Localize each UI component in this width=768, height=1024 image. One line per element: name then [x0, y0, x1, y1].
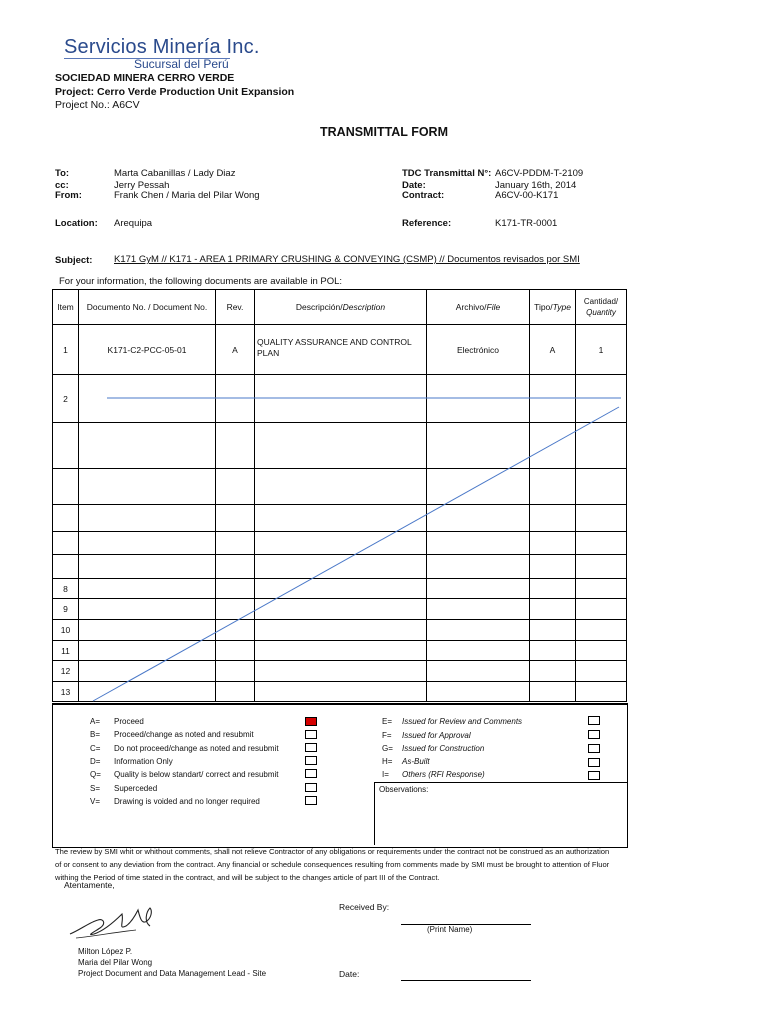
signature-icon: [66, 900, 161, 945]
row-item: 9: [53, 599, 79, 620]
status-checkbox-f[interactable]: [588, 730, 600, 739]
legend-text-a: Proceed: [114, 717, 144, 726]
legend-text-h: As-Built: [402, 757, 430, 766]
row-item: 2: [53, 375, 79, 423]
legend-code-d: D=: [90, 757, 101, 766]
row-item: 10: [53, 620, 79, 641]
header-desc-es: Descripción/: [295, 302, 343, 312]
legend-code-v: V=: [90, 797, 101, 806]
row-item: 12: [53, 661, 79, 682]
print-name-label: (Print Name): [427, 925, 473, 934]
company-logo-name: Servicios Minería Inc.: [64, 36, 260, 58]
legend-code-h: H=: [382, 757, 393, 766]
status-checkbox-c[interactable]: [305, 743, 317, 752]
to-value: Marta Cabanillas / Lady Diaz: [114, 168, 236, 179]
legend-code-i: I=: [382, 770, 389, 779]
status-checkbox-b[interactable]: [305, 730, 317, 739]
received-by-label: Received By:: [339, 902, 390, 912]
header-doc: Documento No. / Document No.: [79, 290, 216, 325]
subject-value: K171 GyM // K171 - AREA 1 PRIMARY CRUSHING & CONVEYING (CSMP) // Documentos revisados por SMI: [114, 254, 580, 265]
legend-text-q: Quality is below standart/ correct and resubmit: [114, 770, 279, 779]
project-number: Project No.: A6CV: [55, 99, 140, 111]
closing-text: Atentamente,: [64, 880, 115, 890]
header-type-en: Type: [552, 302, 571, 312]
date-sign-line: [401, 980, 531, 981]
from-label: From:: [55, 190, 82, 201]
form-title: TRANSMITTAL FORM: [320, 125, 448, 139]
subject-label: Subject:: [55, 255, 93, 266]
status-checkbox-a[interactable]: [305, 717, 317, 726]
status-checkbox-s[interactable]: [305, 783, 317, 792]
row-doc-number: K171-C2-PCC-05-01: [79, 325, 216, 375]
header-qty-en: Quantity: [586, 308, 616, 317]
contract-label: Contract:: [402, 190, 445, 201]
disclaimer-text: The review by SMI whit or whithout comments, shall not relieve Contractor of any obligations or requirements under the contract not be construed as an authorization of or consent to any deviation from the contract. Any financial or schedule consequences resulting from comments made by SMI must be brought to attention of Fluor withing the Period of time stated in the contract, and will be subject to the changes article of part III of the Contract.: [55, 847, 610, 882]
row-item: 1: [53, 325, 79, 375]
location-label: Location:: [55, 218, 98, 229]
status-checkbox-d[interactable]: [305, 756, 317, 765]
row-rev: A: [216, 325, 255, 375]
date-value: January 16th, 2014: [495, 180, 577, 191]
legend-text-v: Drawing is voided and no longer required: [114, 797, 260, 806]
contract-value: A6CV-00-K171: [495, 190, 559, 201]
legend-text-f: Issued for Approval: [402, 731, 471, 740]
reference-value: K171-TR-0001: [495, 218, 558, 229]
status-checkbox-e[interactable]: [588, 716, 600, 725]
location-value: Arequipa: [114, 218, 153, 229]
legend-code-f: F=: [382, 731, 392, 740]
legend-code-e: E=: [382, 717, 393, 726]
cc-label: cc:: [55, 180, 69, 191]
legend-code-s: S=: [90, 784, 101, 793]
legend-text-c: Do not proceed/change as noted and resubmit: [114, 744, 279, 753]
cc-value: Jerry Pessah: [114, 180, 170, 191]
date-label: Date:: [402, 180, 426, 191]
observations-label: Observations:: [379, 785, 429, 794]
status-checkbox-g[interactable]: [588, 744, 600, 753]
header-item: Item: [53, 290, 79, 325]
row-quantity: 1: [576, 325, 627, 375]
legend-code-b: B=: [90, 730, 101, 739]
date-sign-label: Date:: [339, 969, 360, 979]
row-file: Electrónico: [427, 325, 530, 375]
legend-code-a: A=: [90, 717, 101, 726]
legend-text-g: Issued for Construction: [402, 744, 485, 753]
diagonal-strike-line: [93, 407, 619, 701]
intro-text: For your information, the following documents are available in POL:: [59, 276, 343, 287]
signatory-name-2: Maria del Pilar Wong: [78, 958, 153, 967]
header-desc-en: Description: [342, 302, 386, 312]
row-item: 11: [53, 641, 79, 661]
legend-text-i: Others (RFI Response): [402, 770, 485, 779]
status-checkbox-h[interactable]: [588, 758, 600, 767]
row-item: 13: [53, 682, 79, 702]
row-item: 8: [53, 579, 79, 599]
from-value: Frank Chen / Maria del Pilar Wong: [114, 190, 260, 201]
row-type: A: [530, 325, 576, 375]
header-rev: Rev.: [216, 290, 255, 325]
signatory-role: Project Document and Data Management Lead - Site: [78, 969, 267, 978]
company-logo-branch: Sucursal del Perú: [134, 57, 229, 71]
legend-code-q: Q=: [90, 770, 101, 779]
header-file-es: Archivo/: [455, 302, 487, 312]
tdc-label: TDC Transmittal N°:: [402, 168, 492, 179]
legend-text-b: Proceed/change as noted and resubmit: [114, 730, 254, 739]
reference-label: Reference:: [402, 218, 452, 229]
project-name: Project: Cerro Verde Production Unit Expansion: [55, 86, 295, 98]
status-checkbox-v[interactable]: [305, 796, 317, 805]
legend-text-s: Superceded: [114, 784, 158, 793]
legend-text-d: Information Only: [114, 757, 173, 766]
status-checkbox-i[interactable]: [588, 771, 600, 780]
to-label: To:: [55, 168, 70, 179]
tdc-value: A6CV-PDDM-T-2109: [495, 168, 584, 179]
legend-code-c: C=: [90, 744, 101, 753]
row-description: QUALITY ASSURANCE AND CONTROL PLAN: [255, 325, 427, 375]
owner-name: SOCIEDAD MINERA CERRO VERDE: [55, 72, 235, 84]
header-type-es: Tipo/: [534, 302, 553, 312]
legend-text-e: Issued for Review and Comments: [402, 717, 523, 726]
signatory-name: Milton López P.: [78, 947, 133, 956]
legend-code-g: G=: [382, 744, 393, 753]
header-file-en: File: [486, 302, 501, 312]
status-checkbox-q[interactable]: [305, 769, 317, 778]
header-qty-es: Cantidad/: [583, 297, 619, 306]
